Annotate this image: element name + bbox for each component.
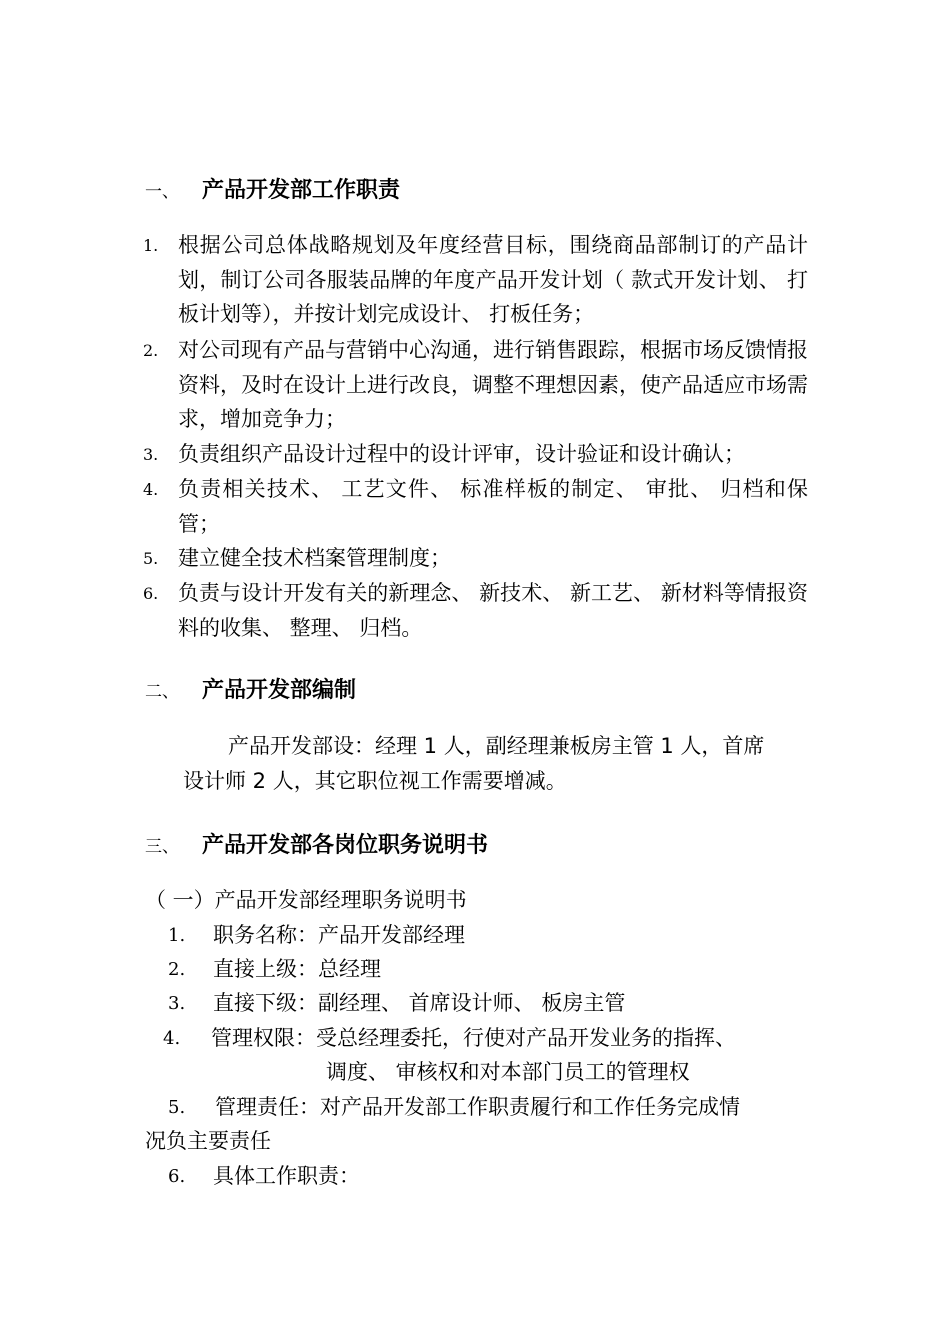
section-number: 一、: [145, 182, 179, 202]
line-text: 调度、 审核权和对本部门员工的管理权: [326, 1060, 690, 1084]
subsection-title: （ 一）产品开发部经理职务说明书: [145, 888, 467, 912]
line-number: 6.: [168, 1166, 186, 1187]
paragraph-line: 产品开发部设：经理 1 人，副经理兼板房主管 1 人，首席: [228, 734, 765, 758]
item-text: 负责相关技术、 工艺文件、 标准样板的制定、 审批、 归档和保管；: [178, 477, 808, 536]
item-number: 3.: [143, 445, 159, 464]
line-text: 具体工作职责：: [213, 1164, 360, 1188]
line-text: 况负主要责任: [145, 1129, 271, 1153]
list-item: [143, 333, 808, 437]
line-text: 管理责任：对产品开发部工作职责履行和工作任务完成情: [215, 1095, 740, 1119]
item-number: 6.: [143, 584, 159, 603]
line-text: 直接上级：总经理: [213, 957, 381, 981]
line-text: 管理权限：受总经理委托，行使对产品开发业务的指挥、: [211, 1026, 736, 1050]
item-number: 2.: [143, 341, 159, 360]
line-text: 职务名称：产品开发部经理: [213, 923, 465, 947]
list-item: [143, 472, 808, 541]
section-title: 产品开发部编制: [202, 678, 357, 703]
item-text: 对公司现有产品与营销中心沟通，进行销售跟踪，根据市场反馈情报资料，及时在设计上进行改良，调整不理想因素，使产品适应市场需求，增加竞争力；: [178, 338, 808, 431]
section-title: 产品开发部各岗位职务说明书: [202, 833, 489, 858]
list-item: [143, 437, 808, 472]
line-number: 5.: [168, 1097, 186, 1118]
line-text: 直接下级：副经理、 首席设计师、 板房主管: [213, 991, 626, 1015]
item-number: 5.: [143, 549, 159, 568]
item-text: 负责与设计开发有关的新理念、 新技术、 新工艺、 新材料等情报资料的收集、 整理、 归档。: [178, 581, 808, 640]
section-number: 三、: [145, 837, 179, 857]
item-text: 负责组织产品设计过程中的设计评审，设计验证和设计确认；: [178, 442, 745, 466]
section-title: 产品开发部工作职责: [202, 178, 401, 203]
list-item: [143, 228, 808, 332]
section-number: 二、: [145, 682, 179, 702]
item-number: 1.: [143, 236, 159, 255]
item-text: 建立健全技术档案管理制度；: [178, 546, 451, 570]
item-number: 4.: [143, 480, 159, 499]
line-number: 1.: [168, 925, 186, 946]
item-text: 根据公司总体战略规划及年度经营目标，围绕商品部制订的产品计划，制订公司各服装品牌的年度产品开发计划（ 款式开发计划、 打板计划等），并按计划完成设计、 打板任务；: [178, 233, 808, 326]
line-number: 3.: [168, 993, 186, 1014]
list-item: [143, 541, 808, 576]
paragraph-line: 设计师 2 人，其它职位视工作需要增减。: [183, 769, 567, 793]
line-number: 4.: [163, 1028, 181, 1049]
list-item: [143, 576, 808, 645]
line-number: 2.: [168, 959, 186, 980]
